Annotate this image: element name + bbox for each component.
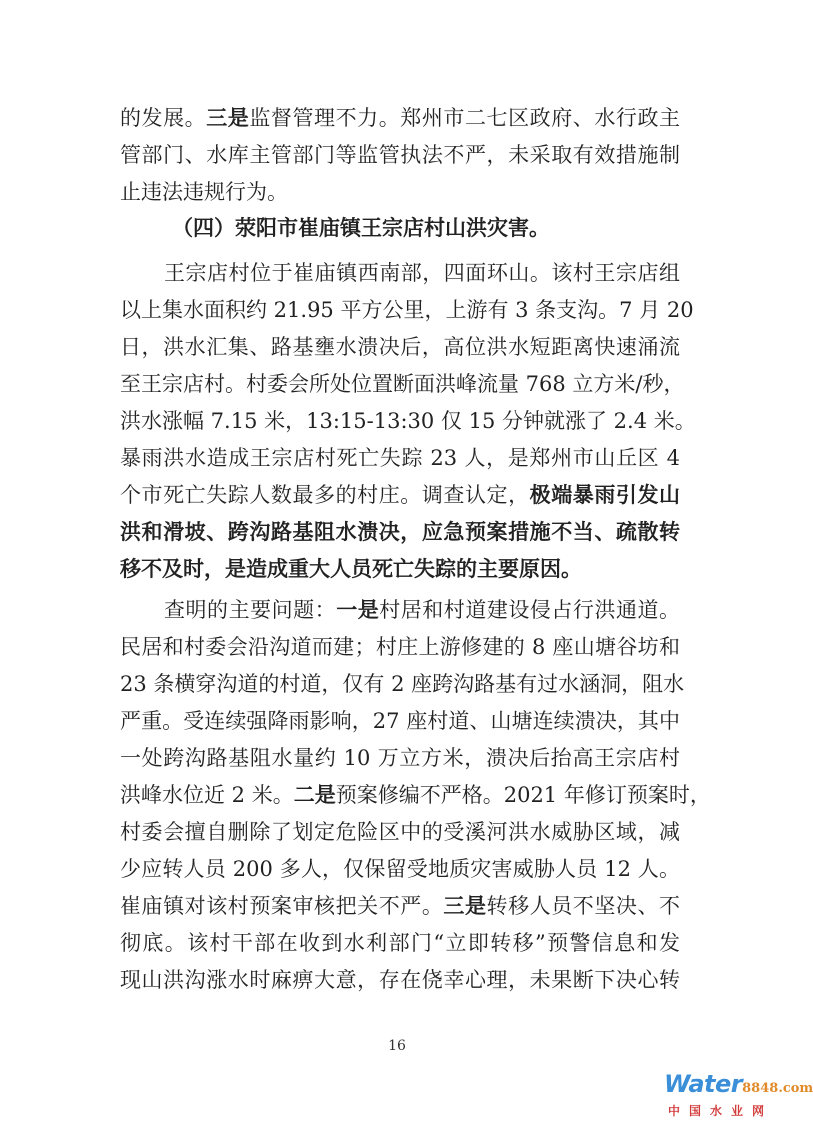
text-line-22: 崔庙镇对该村预案审核把关不严。三是转移人员不坚决、不 <box>120 894 681 918</box>
text-line-14: 查明的主要问题：一是村居和村道建设侵占行洪通道。 <box>164 598 681 622</box>
text-line-12: 洪和滑坡、跨沟路基阻水溃决，应急预案措施不当、疏散转 <box>120 520 680 544</box>
text-line-19: 洪峰水位近 2 米。二是预案修编不严格。2021 年修订预案时， <box>120 783 711 807</box>
text-line-23: 彻底。该村干部在收到水利部门“立即转移”预警信息和发 <box>120 931 680 955</box>
section-heading: （四）荥阳市崔庙镇王宗店村山洪灾害。 <box>172 215 550 240</box>
text-line-6: 以上集水面积约 21.95 平方公里，上游有 3 条支沟。7 月 20 <box>120 298 694 322</box>
text-line-1: 的发展。三是监督管理不力。郑州市二七区政府、水行政主 <box>120 106 681 130</box>
text-line-9: 洪水涨幅 7.15 米，13:15-13:30 仅 15 分钟就涨了 2.4 米。 <box>120 409 696 433</box>
text-line-20: 村委会擅自删除了划定危险区中的受溪河洪水威胁区域，减 <box>120 820 680 844</box>
text-line-15: 民居和村委会沿沟道而建；村庄上游修建的 8 座山塘谷坊和 <box>120 635 680 659</box>
watermark-number: 8848 <box>742 1081 779 1096</box>
text-line-17: 严重。受连续强降雨影响，27 座村道、山塘连续溃决，其中 <box>120 709 680 733</box>
text-line-16: 23 条横穿沟道的村道，仅有 2 座跨沟路基有过水涵洞，阻水 <box>120 672 685 696</box>
watermark-brand: Water <box>664 1070 743 1098</box>
text-line-11: 个市死亡失踪人数最多的村庄。调查认定，极端暴雨引发山 <box>120 483 681 507</box>
watermark-logo <box>664 1070 813 1120</box>
text-line-7: 日，洪水汇集、路基壅水溃决后，高位洪水短距离快速涌流 <box>120 335 680 359</box>
watermark-subtitle: 中国水业网 <box>668 1104 774 1118</box>
watermark-suffix: .com <box>778 1081 813 1096</box>
page-number: 16 <box>388 1038 406 1054</box>
text-line-3: 止违法违规行为。 <box>120 180 288 204</box>
text-line-10: 暴雨洪水造成王宗店村死亡失踪 23 人，是郑州市山丘区 4 <box>120 446 680 470</box>
text-line-5: 王宗店村位于崔庙镇西南部，四面环山。该村王宗店组 <box>164 261 680 285</box>
text-line-18: 一处跨沟路基阻水量约 10 万立方米，溃决后抬高王宗店村 <box>120 746 680 770</box>
text-line-2: 管部门、水库主管部门等监管执法不严，未采取有效措施制 <box>120 143 680 167</box>
text-line-24: 现山洪沟涨水时麻痹大意，存在侥幸心理，未果断下决心转 <box>120 968 680 992</box>
text-line-13: 移不及时，是造成重大人员死亡失踪的主要原因。 <box>120 557 582 581</box>
text-line-21: 少应转人员 200 多人，仅保留受地质灾害威胁人员 12 人。 <box>120 857 680 881</box>
text-line-8: 至王宗店村。村委会所处位置断面洪峰流量 768 立方米/秒， <box>120 372 685 396</box>
